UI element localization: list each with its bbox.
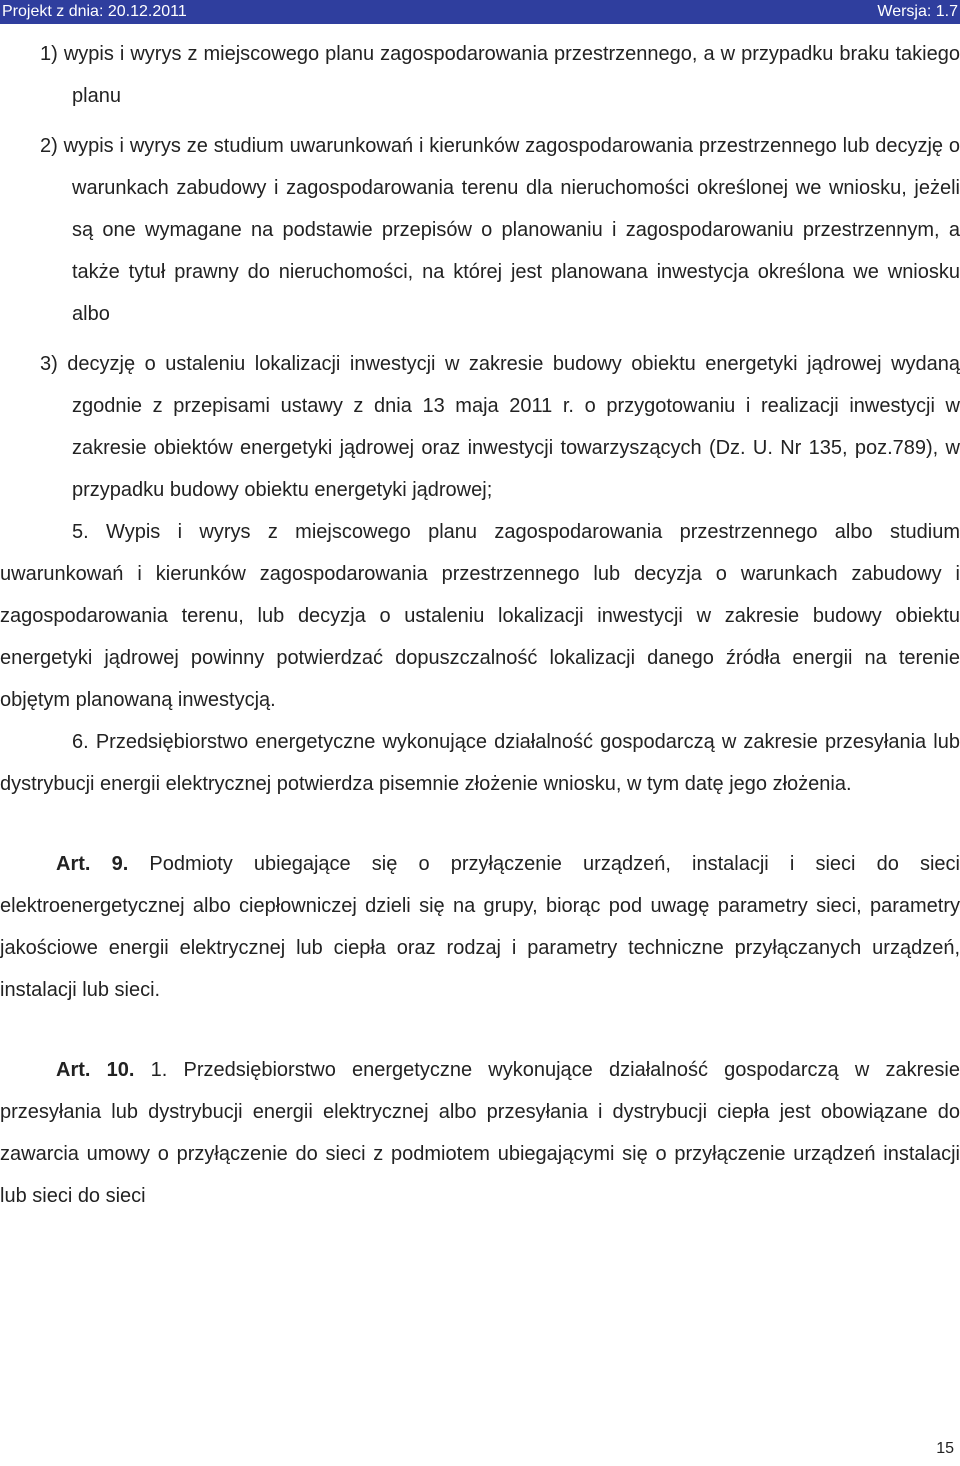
document-body xyxy=(0,33,960,1217)
list-item-3 xyxy=(0,343,960,511)
version-label: Wersja: 1.7 xyxy=(877,3,958,20)
paragraph-6-text: 6. Przedsiębiorstwo energetyczne wykonujące działalność gospodarczą w zakresie przesyłania lub dystrybucji energii elektrycznej potwierdza pisemnie złożenie wniosku, w tym datę jego złożenia. xyxy=(0,731,960,795)
spacer xyxy=(0,117,960,125)
spacer xyxy=(0,1011,960,1049)
article-9-label: Art. 9. xyxy=(56,853,129,875)
list-item-3-text: 3) decyzję o ustaleniu lokalizacji inwestycji w zakresie budowy obiektu energetyki jądrowej wydaną zgodnie z przepisami ustawy z dnia 13 maja 2011 r. o przygotowaniu i realizacji inwestycji w zakresie obiektów energetyki jądrowej oraz inwestycji towarzyszących (Dz. U. Nr 135, poz.789), w przypadku budowy obiektu energetyki jądrowej; xyxy=(40,353,960,501)
article-10-label: Art. 10. xyxy=(56,1059,135,1081)
page-header xyxy=(0,0,960,24)
list-item-1 xyxy=(0,33,960,117)
article-10-text: 1. Przedsiębiorstwo energetyczne wykonujące działalność gospodarczą w zakresie przesyłania lub dystrybucji energii elektrycznej albo przesyłania i dystrybucji ciepła jest obowiązane do zawarcia umowy o przyłączenie do sieci z podmiotem ubiegającymi się o przyłączenie urządzeń instalacji lub sieci do sieci xyxy=(0,1059,960,1207)
paragraph-5-text: 5. Wypis i wyrys z miejscowego planu zagospodarowania przestrzennego albo studium uwarunkowań i kierunków zagospodarowania przestrzennego lub decyzja o warunkach zabudowy i zagospodarowania terenu, lub decyzja o ustaleniu lokalizacji inwestycji w zakresie budowy obiektu energetyki jądrowej powinny potwierdzać dopuszczalność lokalizacji danego źródła energii na terenie objętym planowaną inwestycją. xyxy=(0,521,960,711)
project-date: Projekt z dnia: 20.12.2011 xyxy=(2,3,187,20)
article-9-text: Podmioty ubiegające się o przyłączenie urządzeń, instalacji i sieci do sieci elektroenergetycznej albo ciepłowniczej dzieli się na grupy, biorąc pod uwagę parametry sieci, parametry jakościowe energii elektrycznej lub ciepła oraz rodzaj i parametry techniczne przyłączanych urządzeń, instalacji lub sieci. xyxy=(0,853,960,1001)
list-item-2 xyxy=(0,125,960,335)
page-number: 15 xyxy=(936,1440,954,1457)
article-9 xyxy=(0,843,960,1011)
paragraph-6 xyxy=(0,721,960,805)
paragraph-5 xyxy=(0,511,960,721)
list-item-1-text: 1) wypis i wyrys z miejscowego planu zagospodarowania przestrzennego, a w przypadku braku takiego planu xyxy=(40,43,960,107)
list-item-2-text: 2) wypis i wyrys ze studium uwarunkowań i kierunków zagospodarowania przestrzennego lub decyzję o warunkach zabudowy i zagospodarowania terenu dla nieruchomości określonej we wniosku, jeżeli są one wymagane na podstawie przepisów o planowaniu i zagospodarowaniu przestrzennym, a także tytuł prawny do nieruchomości, na której jest planowana inwestycja określona we wniosku albo xyxy=(40,135,960,325)
article-10 xyxy=(0,1049,960,1217)
spacer xyxy=(0,335,960,343)
spacer xyxy=(0,805,960,843)
